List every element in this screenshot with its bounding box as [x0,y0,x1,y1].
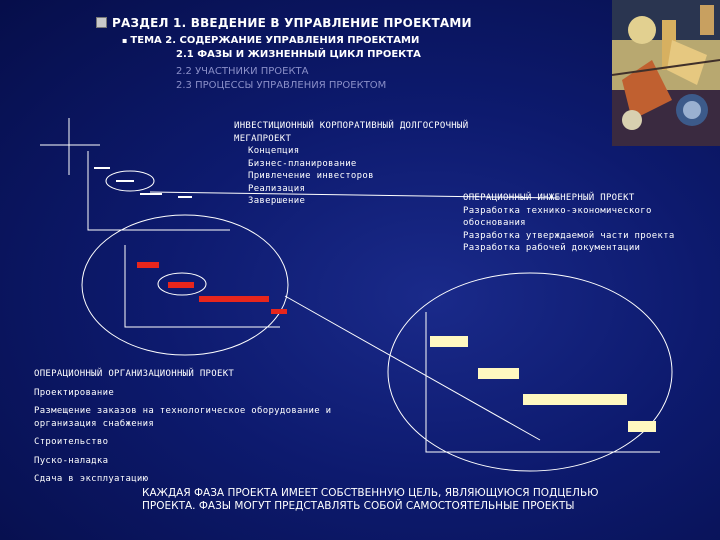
yellow-bar-2 [478,368,519,379]
topic-item-1[interactable]: 2.1 ФАЗЫ И ЖИЗНЕННЫЙ ЦИКЛ ПРОЕКТА [176,49,421,60]
conclusion-text [142,487,662,513]
topic-title-text: ТЕМА 2. СОДЕРЖАНИЕ УПРАВЛЕНИЯ ПРОЕКТАМИ [130,35,420,46]
investment-phase: Бизнес-планирование [248,158,357,169]
engineering-project-block [463,192,675,255]
red-bar-1 [137,262,159,268]
engineering-phase: Разработка рабочей документации [463,243,641,253]
organizational-phase: организация снабжения [34,418,155,429]
organizational-project-block [34,368,331,486]
engineering-phase: обоснования [463,218,526,228]
organizational-heading: ОПЕРАЦИОННЫЙ ОРГАНИЗАЦИОННЫЙ ПРОЕКТ [34,369,235,379]
engineering-phase: Разработка технико-экономического [463,205,652,216]
engineering-phase: Разработка утверждаемой части проекта [463,230,675,241]
sparkle-star-icon [40,118,100,175]
conclusion-line-2: ПРОЕКТА. ФАЗЫ МОГУТ ПРЕДСТАВЛЯТЬ СОБОЙ САМОСТОЯТЕЛЬНЫЕ ПРОЕКТЫ [142,500,575,512]
organizational-gantt [82,215,288,355]
investment-heading-1: ИНВЕСТИЦИОННЫЙ КОРПОРАТИВНЫЙ ДОЛГОСРОЧНЫЙ [234,121,469,131]
topic-title [122,35,419,46]
topic-item-2[interactable]: 2.2 УЧАСТНИКИ ПРОЕКТА [176,66,309,77]
investment-phase: Концепция [248,146,300,156]
investment-phase: Привлечение инвесторов [248,171,374,181]
engineering-heading: ОПЕРАЦИОННЫЙ ИНЖЕНЕРНЫЙ ПРОЕКТ [463,193,635,203]
decorative-illustration [612,0,720,146]
yellow-bar-3 [523,394,627,405]
red-bar-3 [199,296,269,302]
topic-item-3[interactable]: 2.3 ПРОЦЕССЫ УПРАВЛЕНИЯ ПРОЕКТОМ [176,80,387,91]
section-title-text: РАЗДЕЛ 1. ВВЕДЕНИЕ В УПРАВЛЕНИЕ ПРОЕКТАМИ [112,16,472,30]
investment-phase: Реализация [248,183,306,194]
organizational-phase: Сдача в эксплуатацию [34,474,149,484]
yellow-bar-4 [628,421,656,432]
red-bar-4 [271,309,287,314]
organizational-phase: Проектирование [34,387,115,398]
mini-gantt-top [88,151,230,230]
bullet-dot-icon: ▪ [122,36,128,45]
investment-project-block [234,120,468,208]
section-title [96,16,472,30]
yellow-bar-1 [430,336,468,347]
red-bar-2 [168,282,194,288]
investment-heading-2: МЕГАПРОЕКТ [234,133,292,144]
investment-phase: Завершение [248,196,306,206]
organizational-phase: Пуско-наладка [34,455,109,466]
organizational-phase: Размещение заказов на технологическое оборудование и [34,406,332,416]
bullet-icon [96,17,107,28]
conclusion-line-1: КАЖДАЯ ФАЗА ПРОЕКТА ИМЕЕТ СОБСТВЕННУЮ ЦЕЛЬ, ЯВЛЯЮЩУЮСЯ ПОДЦЕЛЬЮ [142,487,599,499]
engineering-gantt [388,273,672,471]
organizational-phase: Строительство [34,437,109,447]
